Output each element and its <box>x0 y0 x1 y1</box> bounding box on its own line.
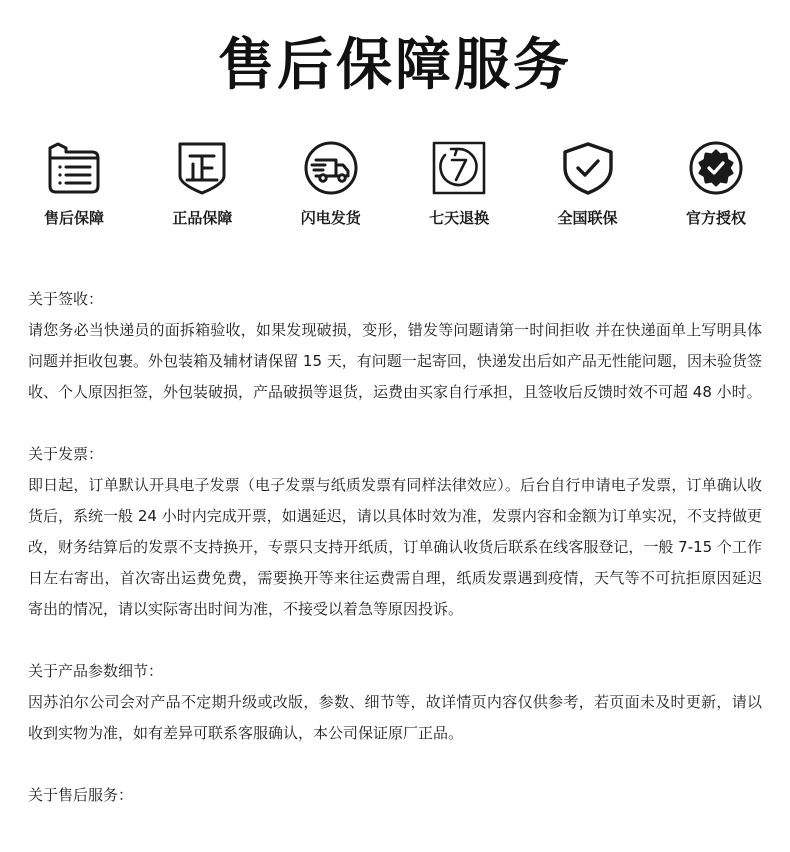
feature-label-fast-delivery: 闪电发货 <box>300 209 361 227</box>
feature-nationwide-warranty <box>526 140 650 228</box>
service-features-row <box>12 140 778 228</box>
section-invoice <box>28 439 762 625</box>
feature-genuine <box>140 140 264 228</box>
policy-content <box>28 284 762 842</box>
delivery-truck-icon <box>303 140 359 196</box>
official-authorization-badge-icon <box>688 140 744 196</box>
feature-label-seven-day-return: 七天退换 <box>429 209 490 227</box>
feature-label-official-authorization: 官方授权 <box>685 209 746 227</box>
genuine-shield-icon <box>174 140 230 196</box>
feature-label-genuine: 正品保障 <box>172 209 233 227</box>
section-body-invoice: 即日起，订单默认开具电子发票（电子发票与纸质发票有同样法律效应）。后台自行申请电子发票，订单确认收货后，系统一般 24 小时内完成开票，如遇延迟，请以具体时效为准，发票内容和金额为订单实况，不支持做更改，财务结算后的发票不支持换开，专票只支持开纸质，订单确认收货后联系在线客服登记，一般 7-15 个工作日左右寄出，首次寄出运费免费，需要换开等来往运费需自理，纸质发票遇到疫情，天气等不可抗拒原因延迟寄出的情况，请以实际寄出时间为准，不接受以着急等原因投诉。 <box>28 476 762 618</box>
feature-fast-delivery <box>269 140 393 228</box>
section-body-signing: 请您务必当快递员的面拆箱验收，如果发现破损，变形，错发等问题请第一时间拒收 并在快递面单上写明具体问题并拒收包裹。外包装箱及辅材请保留 15 天，有问题一起寄回，快递发出后如产品无性能问题，因未验货签收、个人原因拒签，外包装破损，产品破损等退货，运费由买家自行承担，且签收后反馈时效不可超 48 小时。 <box>28 321 762 401</box>
after-sales-document-icon <box>46 140 102 196</box>
feature-official-authorization <box>654 140 778 228</box>
section-heading-product-parameters: 关于产品参数细节： <box>28 662 164 680</box>
page-title: 售后保障服务 <box>218 33 572 98</box>
section-after-sales-service <box>28 780 762 811</box>
section-heading-signing: 关于签收： <box>28 290 104 308</box>
section-heading-invoice: 关于发票： <box>28 445 104 463</box>
feature-after-sales <box>12 140 136 228</box>
feature-label-after-sales: 售后保障 <box>43 209 104 227</box>
section-body-product-parameters: 因苏泊尔公司会对产品不定期升级或改版，参数、细节等，故详情页内容仅供参考，若页面未及时更新，请以收到实物为准，如有差异可联系客服确认，本公司保证原厂正品。 <box>28 693 762 742</box>
feature-label-nationwide-warranty: 全国联保 <box>557 209 618 227</box>
feature-seven-day-return <box>397 140 521 228</box>
section-signing <box>28 284 762 408</box>
seven-day-return-icon <box>431 140 487 196</box>
section-product-parameters <box>28 656 762 749</box>
nationwide-warranty-shield-icon <box>560 140 616 196</box>
section-heading-after-sales-service: 关于售后服务： <box>28 786 134 804</box>
